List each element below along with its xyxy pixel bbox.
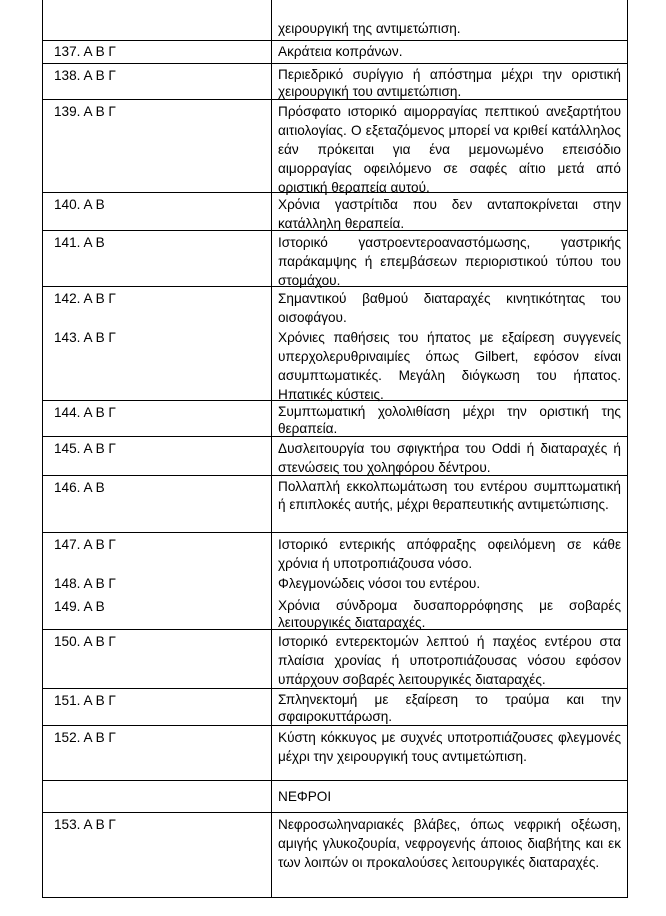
row-description: Σπληνεκτομή με εξαίρεση το τραύμα και την σφαιροκυττάρωση. xyxy=(278,692,621,724)
row-description: Κύστη κόκκυγος με συχνές υποτροπιάζουσες φλεγμονές μέχρι την χειρουργική τους αντιμετώπιση. xyxy=(278,730,621,764)
row-description: Σημαντικού βαθμού διαταραχές κινητικότητας του οισοφάγου. xyxy=(278,291,621,325)
row-description: Ιστορικό εντερεκτομών λεπτού ή παχέος εντέρου στα πλαίσια χρονίας ή υποτροπιάζουσας νόσου εφόσον υπάρχουν σοβαρές λειτουργικές διαταραχές. xyxy=(278,634,621,687)
row-description: Χρόνια γαστρίτιδα που δεν ανταποκρίνεται στην κατάλληλη θεραπεία. xyxy=(278,197,621,231)
table-border-left xyxy=(42,0,43,898)
table-border-bottom xyxy=(42,897,628,898)
section-heading: ΝΕΦΡΟΙ xyxy=(278,789,332,804)
table-border-right xyxy=(627,0,628,898)
row-description: Πρόσφατο ιστορικό αιμορραγίας πεπτικού ανεξαρτήτου αιτιολογίας. Ο εξεταζόμενος μπορεί να κριθεί κατάλληλος εάν πρόκειται για ένα μεμονωμένο επεισόδιο αιμορραγίας οφειλόμενο σε σαφές αίτιο μετά από οριστική θεραπεία αυτού. xyxy=(278,104,621,195)
row-code: 144. Α Β Γ xyxy=(54,405,116,420)
row-description: Φλεγμονώδεις νόσοι του εντέρου. xyxy=(278,576,481,591)
row-divider xyxy=(42,532,628,533)
row-code: 149. Α Β xyxy=(54,599,105,614)
row-description: Ιστορικό εντερικής απόφραξης οφειλόμενη σε κάθε χρόνια ή υποτροπιάζουσα νόσο. xyxy=(278,537,621,571)
row-code: 142. Α Β Γ xyxy=(54,291,116,306)
row-description: Ιστορικό γαστροεντεροαναστόμωσης, γαστρικής παράκαμψης ή επεμβάσεων περιοριστικού τύπου του στομάχου. xyxy=(278,235,621,288)
row-description: Συμπτωματική χολολιθίαση μέχρι την οριστική της θεραπεία. xyxy=(278,404,621,436)
row-code: 143. Α Β Γ xyxy=(54,330,116,345)
row-description: Πολλαπλή εκκολπωμάτωση του εντέρου συμπτωματική ή επιπλοκές αυτής, μέχρι θεραπευτικής αντιμετώπισης. xyxy=(278,479,621,512)
row-code: 141. Α Β xyxy=(54,235,105,250)
row-divider xyxy=(42,725,628,726)
row-code: 145. Α Β Γ xyxy=(54,441,116,456)
row-description: Χρόνιες παθήσεις του ήπατος με εξαίρεση συγγενείς υπερχολερυθριναιμίες όπως Gilbert, εφόσον είναι ασυμπτωματικές. Μεγάλη διόγκωση του ήπατος. Ηπατικές κύστεις. xyxy=(278,330,621,402)
row-code: 137. Α Β Γ xyxy=(54,44,116,59)
row-code: 151. Α Β Γ xyxy=(54,693,116,708)
row-code: 148. Α Β Γ xyxy=(54,576,116,591)
row-code: 138. Α Β Γ xyxy=(54,68,116,83)
row-description: Περιεδρικό συρίγγιο ή απόστημα μέχρι την οριστική χειρουργική του αντιμετώπιση. xyxy=(278,67,621,99)
row-description: Νεφροσωληναριακές βλάβες, όπως νεφρική οξέωση, αμιγής γλυκοζουρία, νεφρογενής άποιος διαβήτης και εκ των λοιπών οι προκαλούσες λειτουργικές διαταραχές. xyxy=(278,817,621,870)
row-divider xyxy=(42,40,628,41)
row-code: 153. Α Β Γ xyxy=(54,817,116,832)
row-code: 146. Α Β xyxy=(54,480,105,495)
row-code: 150. Α Β Γ xyxy=(54,634,116,649)
row-code: 140. Α Β xyxy=(54,197,105,212)
row-divider xyxy=(42,812,628,813)
row-description: Χρόνια σύνδρομα δυσαπορρόφησης με σοβαρές λειτουργικές διαταραχές. xyxy=(278,598,621,630)
row-description: χειρουργική της αντιμετώπιση. xyxy=(278,21,461,36)
row-description: Δυσλειτουργία του σφιγκτήρα του Oddi ή διαταραχές ή στενώσεις του χοληφόρου δέντρου. xyxy=(278,441,621,475)
row-divider xyxy=(42,780,628,781)
row-description: Ακράτεια κοπράνων. xyxy=(278,44,403,59)
row-divider xyxy=(42,63,628,64)
row-code: 152. Α Β Γ xyxy=(54,730,116,745)
row-code: 139. Α Β Γ xyxy=(54,104,116,119)
row-code: 147. Α Β Γ xyxy=(54,537,116,552)
table-border-middle xyxy=(271,0,272,898)
